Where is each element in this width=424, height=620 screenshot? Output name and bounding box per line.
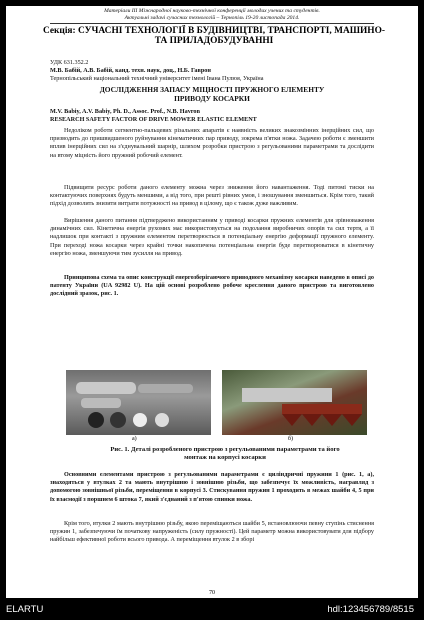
page-number: 70: [209, 590, 215, 596]
figure-caption: Рис. 1. Деталі розробленого пристрою з регульованими параметрами та його монтаж на корпусі косарки: [110, 446, 340, 461]
authors-en: M.V. Babiy, A.V. Babiy, Ph. D., Assoc. Prof., N.B. Havron: [50, 108, 200, 115]
figure-photo-a: [66, 370, 211, 435]
affiliation-ua: Тернопільський національний технічний університет імені Івана Пулюя, Україна: [50, 75, 264, 82]
header-line-1: Матеріали ІІІ Міжнародної науково-технічної конференції молодих учених та студентів.: [104, 8, 320, 14]
last-paragraph: Крім того, втулки 2 мають внутрішню різьбу, якою переміщаються шайби 5, встановлюючи певну ступінь стиснення пружин 1, забезпечуючи їм початкову напруженість (силу пружності). Цей параметр можна використовувати для підбору найбільш ефективної роботи всього привода. А переміщення втулок 2 в зборі: [50, 520, 374, 544]
conference-header: [6, 8, 418, 22]
paragraph-2: Підвищити ресурс роботи даного елементу можна через зниження його навантаження. Тоді питомі тиски на контактуючих поверхнях будуть меншими, а від того, при решті рівних умов, і зношування зменшиться. Крім того, такий підхід дозволить знизити витрати потужності на привод в цілому, що є також дуже важливим.: [50, 184, 374, 208]
bold-paragraph: Принципова схема та опис конструкції енергозберігаючого приводного механізму косарки наведено в описі до патенту України (UA 92982 U). На цій основі розроблено робоче креслення даного пристрою та виготовлено дослідний зразок, рис. 1.: [50, 274, 374, 298]
bold-paragraph-2: Основними елементами пристрою з регульованими параметрами є циліндричні пружини 1 (рис. 1, а), знаходяться у втулках 2 та мають внутрішню і зовнішню різьби, що забезпечує їх можливість, награвляд з допомогою зовнішньої різьби, переміщення в корпусі 3. Стискування пружин 1 проходить в межах шайби 4, 5 при їх взаємодії з поршнем 6 штока 7, який з'єднаний з п'ятою спинки ножа.: [50, 471, 374, 503]
paper-page: [6, 6, 418, 598]
title-en: RESEARCH SAFETY FACTOR OF DRIVE MOWER ELASTIC ELEMENT: [50, 116, 257, 123]
header-line-2: Актуальні задачі сучасних технологій – Тернопіль 19-20 листопада 2014.: [124, 15, 300, 21]
figure-photo-b: [222, 370, 367, 435]
paragraph-1: Недоліком роботи сегментно-пальцевих різальних апаратів є наявність великих знакозмінних інерційних сил, що призводить до пришвидшеного руйнування кінематичних пар приводу, зокрема п'ятки ножа. Задачею роботи є зменшити вплив інерційних сил на з'єднувальний шарнір, шляхом розробки пристрою з регульованими параметрами та дослідити на втому міцність його пружний робочий елемент.: [50, 127, 374, 159]
repository-label: ELARTU: [6, 604, 44, 615]
mower-mounting-image: [222, 370, 367, 435]
figure-label-a: а): [132, 436, 137, 442]
paragraph-3: Вирішення даного питання підтверджено використанням у приводі косарки пружних елементів для зрівноваження динамічних сил. Кінетична енергія рухомих мас використовується на подолання виробничих опорів та сил тертя, а її надлишок при контакті з пружним елементом перетворюється в потенціальну енергію деформації пружного елементу. При переході ножа косарки через крайні точки накопичена потенціальна енергія буде перетворюватися в кінетичну енергію ножа, зменшуючи тим зусилля на привод.: [50, 217, 374, 257]
udk-code: УДК 631.352.2: [50, 59, 89, 66]
title-ua: ДОСЛІДЖЕННЯ ЗАПАСУ МІЦНОСТІ ПРУЖНОГО ЕЛЕМЕНТУ ПРИВОДУ КОСАРКИ: [99, 85, 325, 103]
authors-ua: М.В. Бабій, А.В. Бабій, канд. техн. наук, доц., Н.Б. Гаврон: [50, 67, 211, 74]
handle-id: hdl:123456789/8515: [327, 604, 414, 615]
section-title: Секція: СУЧАСНІ ТЕХНОЛОГІЇ В БУДІВНИЦТВІ, ТРАНСПОРТІ, МАШИНО- ТА ПРИЛАДОБУДУВАННІ: [42, 26, 386, 47]
header-divider: [50, 23, 374, 24]
figure-label-b: б): [288, 436, 294, 442]
device-parts-image: [66, 370, 211, 435]
